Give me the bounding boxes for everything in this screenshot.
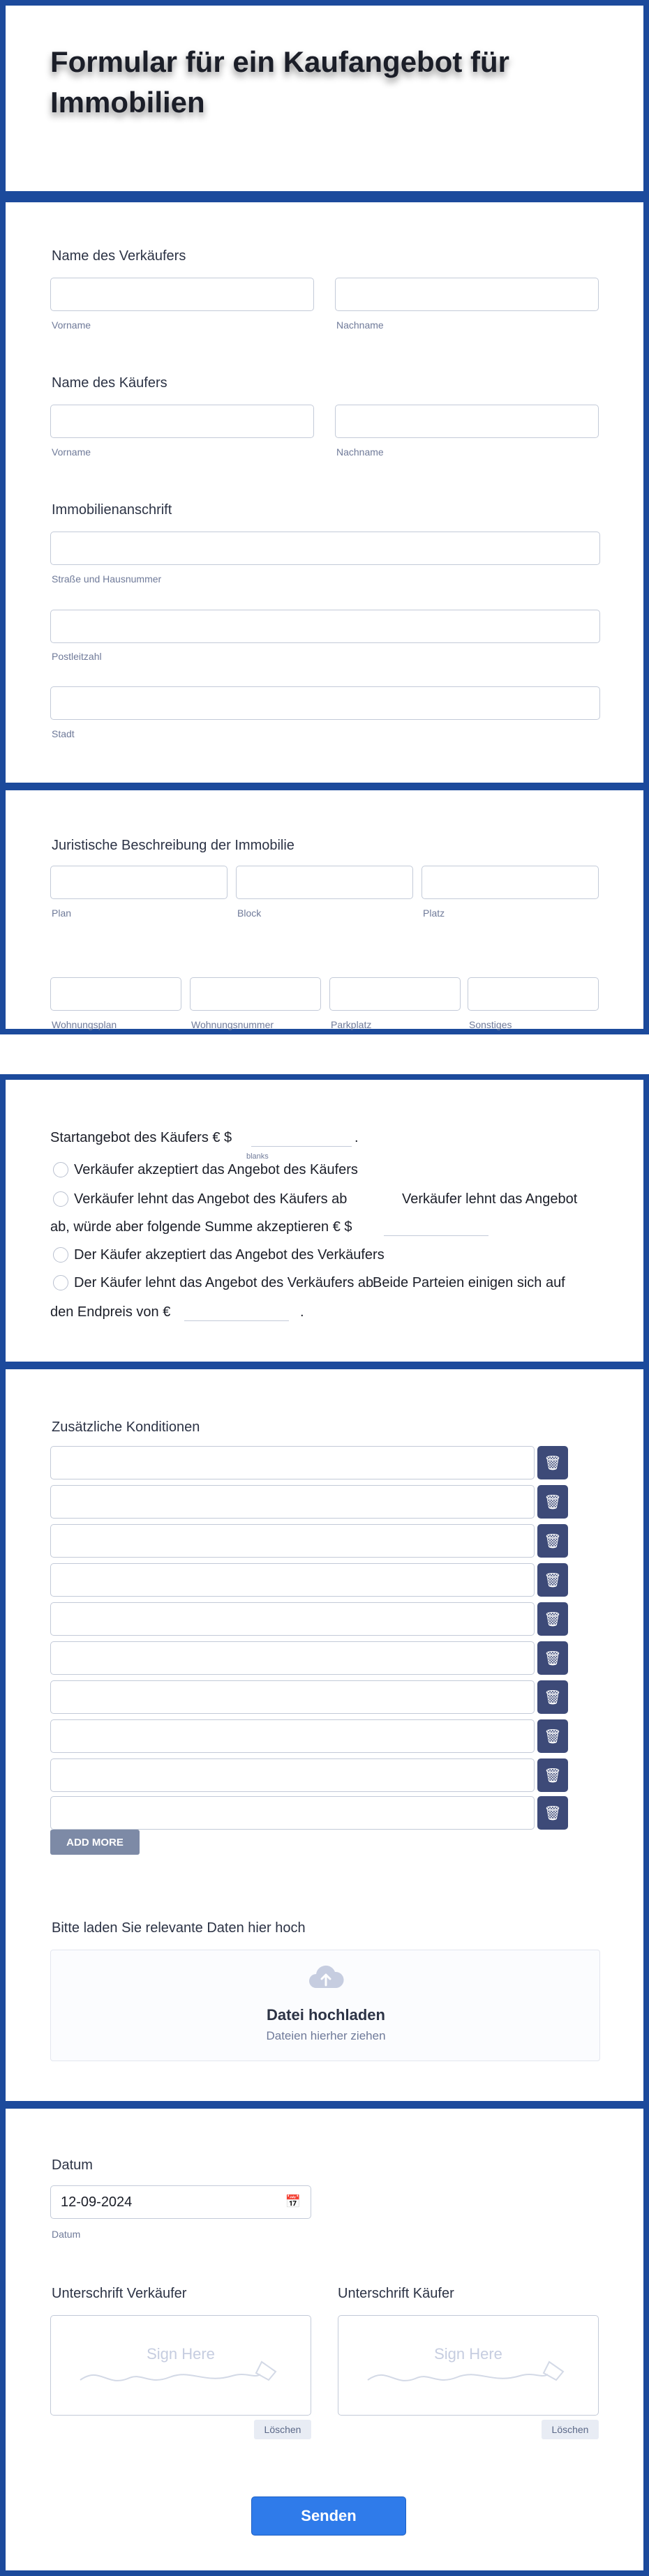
condition-input[interactable] xyxy=(50,1446,535,1479)
option-buyer-rejects: Der Käufer lehnt das Angebot des Verkäufers ab xyxy=(74,1275,374,1290)
trash-icon: 🗑 xyxy=(544,1493,562,1510)
trash-icon: 🗑 xyxy=(544,1454,562,1471)
legal-label: Juristische Beschreibung der Immobilie xyxy=(52,838,294,853)
date-value: 12-09-2024 xyxy=(61,2194,133,2210)
option-seller-rejects-line2: ab, würde aber folgende Summe akzeptieren € $ xyxy=(50,1219,352,1235)
apartment-number-sub: Wohnungsnummer xyxy=(191,1019,274,1030)
trash-icon: 🗑 xyxy=(544,1689,562,1705)
city-input[interactable] xyxy=(50,686,600,720)
trash-icon: 🗑 xyxy=(544,1767,562,1784)
delete-condition-button[interactable] xyxy=(537,1680,568,1714)
apartment-number-input[interactable] xyxy=(190,977,321,1011)
city-sub: Stadt xyxy=(52,728,75,739)
upload-label: Bitte laden Sie relevante Daten hier hoch xyxy=(52,1920,306,1936)
pen-icon xyxy=(79,2359,288,2387)
final-price-input[interactable] xyxy=(184,1302,289,1321)
buyer-name-label: Name des Käufers xyxy=(52,375,167,391)
delete-condition-button[interactable] xyxy=(537,1446,568,1479)
date-label: Datum xyxy=(52,2157,93,2173)
delete-condition-button[interactable] xyxy=(537,1563,568,1597)
legal-section xyxy=(0,785,649,1034)
block-sub: Block xyxy=(237,907,262,919)
option-buyer-rejects-line2: den Endpreis von € xyxy=(50,1304,171,1320)
apartment-plan-input[interactable] xyxy=(50,977,181,1011)
platz-input[interactable] xyxy=(422,866,599,899)
seller-signature-pad[interactable] xyxy=(50,2315,311,2416)
file-upload-dropzone[interactable] xyxy=(50,1950,600,2061)
zip-sub: Postleitzahl xyxy=(52,651,102,662)
plan-sub: Plan xyxy=(52,907,72,919)
buyer-last-sub: Nachname xyxy=(336,446,384,458)
option-buyer-accepts: Der Käufer akzeptiert das Angebot des Verkäufers xyxy=(74,1247,385,1263)
seller-signature-label: Unterschrift Verkäufer xyxy=(52,2286,187,2301)
seller-last-name-input[interactable] xyxy=(335,278,599,311)
clear-seller-signature-button[interactable]: Löschen xyxy=(254,2420,311,2439)
other-input[interactable] xyxy=(468,977,599,1011)
radio-seller-rejects[interactable] xyxy=(53,1191,68,1207)
delete-condition-button[interactable] xyxy=(537,1524,568,1558)
start-offer-input[interactable] xyxy=(251,1127,352,1147)
block-input[interactable] xyxy=(236,866,413,899)
condition-input[interactable] xyxy=(50,1758,535,1792)
upload-title: Datei hochladen xyxy=(267,2006,385,2024)
option-seller-rejects-tail: Verkäufer lehnt das Angebot xyxy=(402,1191,578,1207)
calendar-icon[interactable]: 📅 xyxy=(285,2194,301,2209)
plan-input[interactable] xyxy=(50,866,227,899)
radio-seller-accepts[interactable] xyxy=(53,1162,68,1177)
start-offer-text: Startangebot des Käufers € $ xyxy=(50,1130,232,1145)
submit-button[interactable]: Senden xyxy=(251,2496,406,2536)
condition-input[interactable] xyxy=(50,1524,535,1558)
delete-condition-button[interactable] xyxy=(537,1796,568,1830)
header-card xyxy=(0,0,649,197)
sign-here-placeholder: Sign Here xyxy=(147,2345,215,2363)
option-seller-accepts: Verkäufer akzeptiert das Angebot des Käufers xyxy=(74,1162,358,1177)
condition-input[interactable] xyxy=(50,1485,535,1519)
form-title: Formular für ein Kaufangebot für Immobilien xyxy=(50,45,510,119)
trash-icon: 🗑 xyxy=(544,1650,562,1666)
street-sub: Straße und Hausnummer xyxy=(52,573,162,585)
option-buyer-rejects-tail: Beide Parteien einigen sich auf xyxy=(373,1275,565,1290)
date-input[interactable] xyxy=(50,2185,311,2219)
other-sub: Sonstiges xyxy=(469,1019,512,1030)
zip-input[interactable] xyxy=(50,610,600,643)
delete-condition-button[interactable] xyxy=(537,1485,568,1519)
buyer-last-name-input[interactable] xyxy=(335,405,599,438)
cloud-upload-icon xyxy=(306,1964,345,1992)
buyer-first-sub: Vorname xyxy=(52,446,91,458)
street-input[interactable] xyxy=(50,532,600,565)
buyer-first-name-input[interactable] xyxy=(50,405,314,438)
apartment-plan-sub: Wohnungsplan xyxy=(52,1019,117,1030)
seller-first-sub: Vorname xyxy=(52,319,91,331)
add-more-button[interactable]: ADD MORE xyxy=(50,1830,140,1855)
counter-offer-input[interactable] xyxy=(384,1217,488,1236)
upload-subtitle: Dateien hierher ziehen xyxy=(266,2029,386,2042)
buyer-signature-pad[interactable] xyxy=(338,2315,599,2416)
radio-buyer-rejects[interactable] xyxy=(53,1275,68,1290)
conditions-section xyxy=(0,1364,649,2107)
condition-input[interactable] xyxy=(50,1641,535,1675)
trash-icon: 🗑 xyxy=(544,1532,562,1549)
condition-input[interactable] xyxy=(50,1680,535,1714)
condition-input[interactable] xyxy=(50,1796,535,1830)
final-price-suffix: . xyxy=(300,1304,304,1320)
names-section xyxy=(0,197,649,788)
clear-buyer-signature-button[interactable]: Löschen xyxy=(542,2420,599,2439)
parking-sub: Parkplatz xyxy=(331,1019,372,1030)
blanks-hint: blanks xyxy=(246,1152,269,1161)
seller-last-sub: Nachname xyxy=(336,319,384,331)
delete-condition-button[interactable] xyxy=(537,1641,568,1675)
start-offer-suffix: . xyxy=(355,1130,359,1145)
trash-icon: 🗑 xyxy=(544,1805,562,1821)
seller-first-name-input[interactable] xyxy=(50,278,314,311)
trash-icon: 🗑 xyxy=(544,1728,562,1745)
date-sub: Datum xyxy=(52,2229,81,2240)
radio-buyer-accepts[interactable] xyxy=(53,1247,68,1263)
delete-condition-button[interactable] xyxy=(537,1602,568,1636)
trash-icon: 🗑 xyxy=(544,1611,562,1627)
offer-section xyxy=(0,1074,649,1367)
trash-icon: 🗑 xyxy=(544,1572,562,1588)
condition-input[interactable] xyxy=(50,1602,535,1636)
condition-input[interactable] xyxy=(50,1563,535,1597)
signature-section xyxy=(0,2103,649,2576)
delete-condition-button[interactable] xyxy=(537,1719,568,1753)
option-seller-rejects: Verkäufer lehnt das Angebot des Käufers ab xyxy=(74,1191,348,1207)
seller-name-label: Name des Verkäufers xyxy=(52,248,186,264)
delete-condition-button[interactable] xyxy=(537,1758,568,1792)
parking-input[interactable] xyxy=(329,977,461,1011)
conditions-label: Zusätzliche Konditionen xyxy=(52,1419,200,1435)
pen-icon xyxy=(366,2359,576,2387)
buyer-signature-label: Unterschrift Käufer xyxy=(338,2286,454,2301)
condition-input[interactable] xyxy=(50,1719,535,1753)
address-label: Immobilienanschrift xyxy=(52,502,172,518)
sign-here-placeholder: Sign Here xyxy=(434,2345,502,2363)
platz-sub: Platz xyxy=(423,907,445,919)
